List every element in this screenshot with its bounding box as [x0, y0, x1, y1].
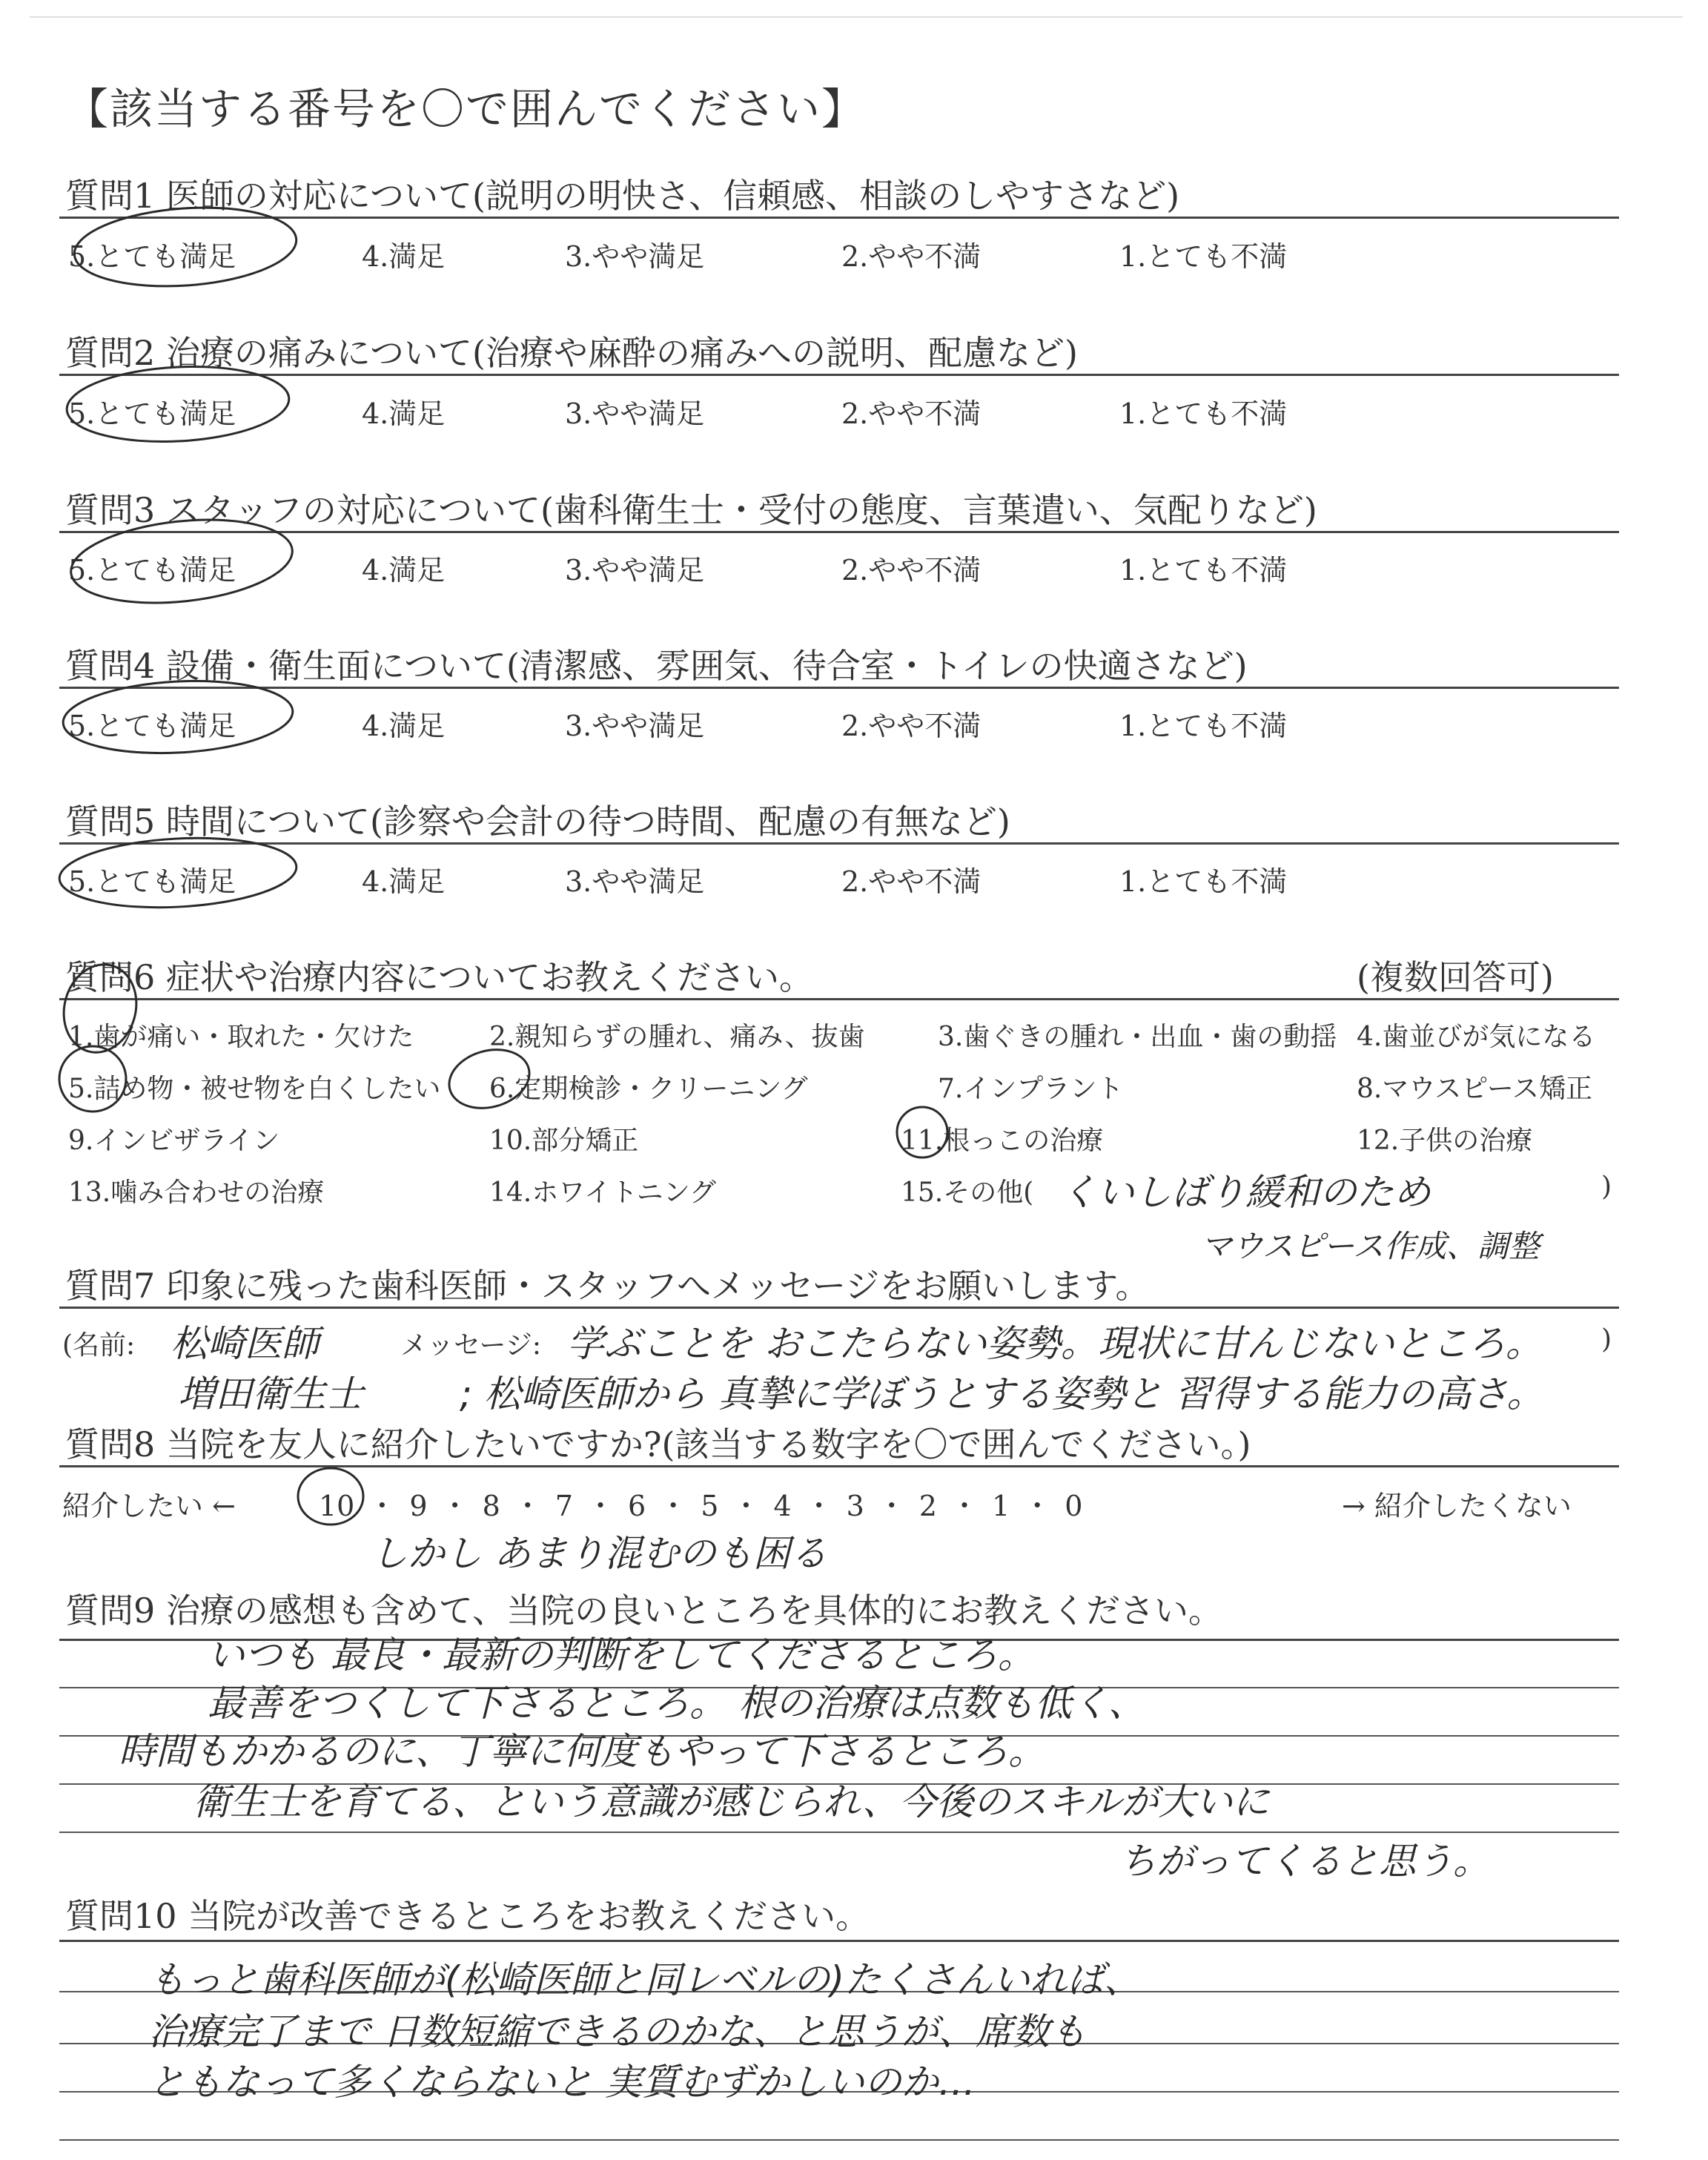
q6-other-handwriting-2: マウスピース作成、調整: [1201, 1228, 1540, 1264]
q6-option-3[interactable]: 3.歯ぐきの腫れ・出血・歯の動揺: [938, 1022, 1337, 1052]
q4-option-2[interactable]: 2.やや不満: [841, 710, 982, 742]
q9-answer-line-2: 最善をつくして下さるところ。 根の治療は点数も低く、: [208, 1682, 1145, 1725]
page-title: 【該当する番号を〇で囲んでください】: [65, 84, 867, 134]
scale-separator: ・: [368, 1490, 397, 1522]
scale-separator: ・: [1023, 1490, 1052, 1522]
scale-separator: ・: [804, 1490, 833, 1522]
q9-answer-line-5: ちがってくると思う。: [1119, 1840, 1490, 1883]
q1-option-5[interactable]: 5.とても満足: [68, 240, 236, 273]
q6-option-8[interactable]: 8.マウスピース矯正: [1357, 1074, 1593, 1104]
q9-answer-line-3: 時間もかかるのに、丁寧に何度もやって下さるところ。: [119, 1730, 1045, 1773]
page-top-edge: [30, 16, 1683, 18]
question-4-title: 質問4 設備・衛生面について(清潔感、雰囲気、待合室・トイレの快適さなど): [65, 646, 1248, 686]
q5-option-1[interactable]: 1.とても不満: [1119, 865, 1288, 898]
q1-option-1[interactable]: 1.とても不満: [1119, 240, 1288, 273]
question-1-divider: [59, 217, 1619, 219]
q7-name-label: (名前:: [62, 1330, 136, 1361]
q8-right-label: → 紹介したくない: [1342, 1490, 1572, 1522]
q5-option-5[interactable]: 5.とても満足: [68, 865, 236, 898]
question-3-title: 質問3 スタッフの対応について(歯科衛生士・受付の態度、言葉遣い、気配りなど): [65, 490, 1317, 530]
q7-name-2: 増田衛生士: [178, 1373, 363, 1416]
question-8-divider: [59, 1465, 1619, 1467]
q6-option-9[interactable]: 9.インビザライン: [68, 1126, 280, 1156]
q2-option-5[interactable]: 5.とても満足: [68, 397, 236, 430]
q6-option-14[interactable]: 14.ホワイトニング: [489, 1178, 717, 1208]
question-3-divider: [59, 531, 1619, 533]
question-2-title: 質問2 治療の痛みについて(治療や麻酔の痛みへの説明、配慮など): [65, 333, 1078, 373]
scale-value-4[interactable]: 4: [773, 1490, 792, 1522]
q6-option-10[interactable]: 10.部分矯正: [489, 1126, 639, 1156]
question-10-title: 質問10 当院が改善できるところをお教えください。: [65, 1896, 870, 1936]
q3-option-2[interactable]: 2.やや不満: [841, 554, 982, 587]
scale-value-6[interactable]: 6: [627, 1490, 646, 1522]
q6-option-4[interactable]: 4.歯並びが気になる: [1357, 1022, 1596, 1052]
question-6-title: 質問6 症状や治療内容についてお教えください。: [65, 957, 813, 997]
scale-value-0[interactable]: 0: [1065, 1490, 1083, 1522]
q8-scale: [319, 1483, 1082, 1524]
q1-option-3[interactable]: 3.やや満足: [565, 240, 705, 273]
q3-option-4[interactable]: 4.満足: [362, 554, 446, 587]
question-9-title: 質問9 治療の感想も含めて、当院の良いところを具体的にお教えください。: [65, 1591, 1222, 1631]
q4-option-3[interactable]: 3.やや満足: [565, 710, 705, 742]
q10-line-1: [59, 1940, 1619, 1942]
q6-option-11[interactable]: 11.根っこの治療: [901, 1126, 1104, 1156]
question-7-divider: [59, 1307, 1619, 1309]
q6-option-5[interactable]: 5.詰め物・被せ物を白くしたい: [68, 1074, 441, 1104]
scale-value-9[interactable]: 9: [409, 1490, 428, 1522]
q2-option-4[interactable]: 4.満足: [362, 397, 446, 430]
q1-option-4[interactable]: 4.満足: [362, 240, 446, 273]
q2-option-2[interactable]: 2.やや不満: [841, 397, 982, 430]
q6-option-13[interactable]: 13.噛み合わせの治療: [68, 1178, 325, 1208]
question-8-title: 質問8 当院を友人に紹介したいですか?(該当する数字を〇で囲んでください。): [65, 1424, 1251, 1464]
q1-option-2[interactable]: 2.やや不満: [841, 240, 982, 273]
scale-separator: ・: [877, 1490, 906, 1522]
q10-line-5: [59, 2139, 1619, 2141]
q10-answer-line-1: もっと歯科医師が(松崎医師と同レベルの)たくさんいれば、: [148, 1958, 1142, 2001]
scale-value-3[interactable]: 3: [846, 1490, 864, 1522]
q7-name-1: 松崎医師: [171, 1322, 319, 1365]
q5-option-2[interactable]: 2.やや不満: [841, 865, 982, 898]
q9-answer-line-4: 衛生士を育てる、という意識が感じられ、今後のスキルが大いに: [193, 1780, 1270, 1823]
q6-other-handwriting-1: くいしばり緩和のため: [1060, 1171, 1431, 1214]
q10-answer-line-2: 治療完了まで 日数短縮できるのかな、と思うが、席数も: [148, 2010, 1087, 2053]
q6-option-1[interactable]: 1.歯が痛い・取れた・欠けた: [68, 1022, 414, 1052]
scale-value-1[interactable]: 1: [992, 1490, 1010, 1522]
scale-separator: ・: [732, 1490, 761, 1522]
q2-option-3[interactable]: 3.やや満足: [565, 397, 705, 430]
q3-option-3[interactable]: 3.やや満足: [565, 554, 705, 587]
q5-option-4[interactable]: 4.満足: [362, 865, 446, 898]
scale-value-2[interactable]: 2: [918, 1490, 937, 1522]
question-1-title: 質問1 医師の対応について(説明の明快さ、信頼感、相談のしやすさなど): [65, 176, 1180, 216]
q4-option-1[interactable]: 1.とても不満: [1119, 710, 1288, 742]
scale-value-8[interactable]: 8: [482, 1490, 500, 1522]
q2-option-1[interactable]: 1.とても不満: [1119, 397, 1288, 430]
q4-option-5[interactable]: 5.とても満足: [68, 710, 236, 742]
q5-option-3[interactable]: 3.やや満足: [565, 865, 705, 898]
q8-comment: しかし あまり混むのも困る: [371, 1532, 827, 1575]
q6-option-12[interactable]: 12.子供の治療: [1357, 1126, 1533, 1156]
question-6-divider: [59, 998, 1619, 1000]
scale-separator: ・: [440, 1490, 469, 1522]
question-5-title: 質問5 時間について(診察や会計の待つ時間、配慮の有無など): [65, 802, 1010, 842]
q3-option-5[interactable]: 5.とても満足: [68, 554, 236, 587]
q7-message-label: メッセージ:: [400, 1330, 541, 1361]
q7-message-1: 学ぶことを おこたらない姿勢。現状に甘んじないところ。: [567, 1322, 1543, 1365]
q10-answer-line-3: ともなって多くならないと 実質むずかしいのか…: [148, 2061, 976, 2104]
question-2-divider: [59, 374, 1619, 376]
q8-left-label: 紹介したい ←: [62, 1490, 236, 1522]
scale-separator: ・: [659, 1490, 688, 1522]
scale-value-10[interactable]: 10: [319, 1490, 355, 1522]
question-5-divider: [59, 842, 1619, 845]
q6-option-15-close: ): [1601, 1172, 1612, 1202]
scale-value-5[interactable]: 5: [701, 1490, 719, 1522]
question-4-divider: [59, 687, 1619, 689]
q9-answer-line-1: いつも 最良・最新の判断をしてくださるところ。: [208, 1634, 1035, 1677]
q3-option-1[interactable]: 1.とても不満: [1119, 554, 1288, 587]
scale-separator: ・: [950, 1490, 979, 1522]
q6-option-7[interactable]: 7.インプラント: [938, 1074, 1124, 1104]
question-7-title: 質問7 印象に残った歯科医師・スタッフへメッセージをお願いします。: [65, 1266, 1150, 1306]
scale-separator: ・: [586, 1490, 615, 1522]
q6-option-2[interactable]: 2.親知らずの腫れ、痛み、抜歯: [489, 1022, 865, 1052]
question-6-note: (複数回答可): [1357, 957, 1554, 997]
q4-option-4[interactable]: 4.満足: [362, 710, 446, 742]
q6-option-15[interactable]: 15.その他(: [901, 1178, 1034, 1208]
scale-value-7[interactable]: 7: [555, 1490, 573, 1522]
q6-option-6[interactable]: 6.定期検診・クリーニング: [489, 1074, 808, 1104]
q7-close-paren: ): [1601, 1324, 1612, 1355]
q7-message-2: ; 松崎医師から 真摯に学ぼうとする姿勢と 習得する能力の高さ。: [460, 1373, 1544, 1416]
scale-separator: ・: [513, 1490, 542, 1522]
